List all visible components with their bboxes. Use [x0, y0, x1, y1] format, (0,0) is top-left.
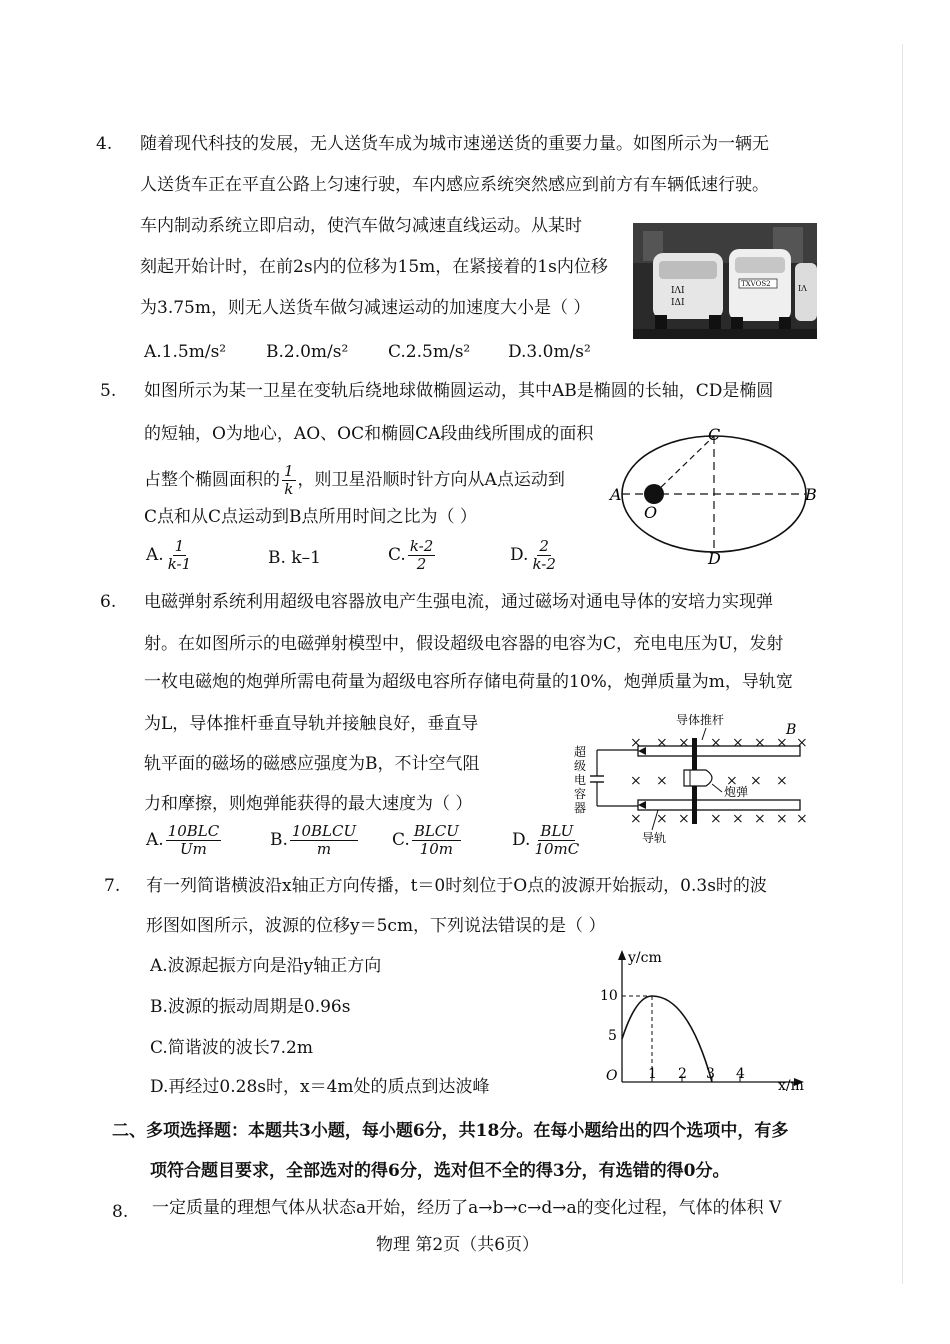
earth-dot: [644, 484, 664, 504]
svg-text:×: ×: [776, 735, 788, 751]
capacitor-label: [574, 744, 586, 815]
q8-number: 8.: [112, 1202, 129, 1222]
plate-text: TXVOS2: [741, 280, 771, 288]
q5-option-a: A. $\frac{1}{k-1}$: [146, 537, 192, 573]
q4-option-b: B.2.0m/s²: [266, 342, 349, 362]
svg-text:×: ×: [630, 773, 642, 789]
lower-rail: [638, 800, 800, 810]
svg-text:超: 超: [574, 745, 587, 759]
q5-line-3: 占整个椭圆面积的 $\frac{1}{k}$ ，则卫星沿顺时针方向从A点运动到: [144, 462, 565, 498]
x-axis-label: x/m: [778, 1078, 804, 1094]
svg-text:×: ×: [710, 811, 722, 827]
svg-text:×: ×: [710, 735, 722, 751]
svg-text:×: ×: [656, 811, 668, 827]
q4-line-5: 为3.75m，则无人送货车做匀减速运动的加速度大小是（ ）: [140, 298, 591, 318]
wave-graph: [598, 942, 812, 1094]
q6-option-a: A. $\frac{\text{10BLC}}{Um}$: [146, 822, 220, 858]
q4-option-d: D.3.0m/s²: [508, 342, 591, 362]
q6-line-3: 一枚电磁炮的炮弹所需电荷量为超级电容所存储电荷量的10%，炮弹质量为m，导轨宽: [144, 672, 793, 692]
q4-number: 4.: [96, 134, 113, 154]
q4-line-3: 车内制动系统立即启动，使汽车做匀减速直线运动。从某时: [140, 216, 582, 236]
label-a: A: [610, 485, 622, 504]
q4-option-c: C.2.5m/s²: [388, 342, 471, 362]
orbit-ellipse-diagram: [606, 424, 820, 570]
q6-line-5: 轨平面的磁场的磁感应强度为B，不计空气阻: [144, 754, 480, 774]
origin-label: O: [606, 1068, 618, 1084]
label-b: B: [805, 485, 817, 504]
svg-text:×: ×: [726, 773, 738, 789]
q7-option-b: B.波源的振动周期是0.96s: [150, 997, 351, 1017]
q5-line-1: 如图所示为某一卫星在变轨后绕地球做椭圆运动，其中AB是椭圆的长轴，CD是椭圆: [144, 381, 774, 401]
label-c: C: [708, 425, 721, 444]
svg-text:×: ×: [732, 735, 744, 751]
page-footer: 物理 第2页（共6页）: [376, 1235, 540, 1255]
svg-text:×: ×: [656, 735, 668, 751]
svg-text:×: ×: [796, 811, 808, 827]
q4-line-2: 人送货车正在平直公路上匀速行驶，车内感应系统突然感应到前方有车辆低速行驶。: [140, 175, 769, 195]
q5-fraction: $\frac{1}{k}$: [284, 462, 294, 498]
q7-line-1: 有一列简谐横波沿x轴正方向传播，t＝0时刻位于O点的波源开始振动，0.3s时的波: [146, 876, 767, 896]
svg-text:×: ×: [656, 773, 668, 789]
q4-line-4: 刻起开始计时，在前2s内的位移为15m，在紧接着的1s内位移: [140, 257, 608, 277]
q5-line-2: 的短轴，O为地心，AO、OC和椭圆CA段曲线所围成的面积: [144, 424, 594, 444]
label-d: D: [708, 549, 721, 568]
q6-line-6: 力和摩擦，则炮弹能获得的最大速度为（ ）: [144, 794, 473, 814]
q5-option-d: D. $\frac{2}{k-2}$: [510, 537, 556, 573]
y-axis-label: y/cm: [628, 950, 662, 966]
svg-text:×: ×: [754, 735, 766, 751]
q6-option-b: B. $\frac{\text{10BLCU}}{m}$: [270, 822, 357, 858]
q4-line-1: 随着现代科技的发展，无人送货车成为城市速递送货的重要力量。如图所示为一辆无: [140, 134, 769, 154]
svg-text:×: ×: [796, 735, 808, 751]
svg-text:×: ×: [750, 773, 762, 789]
y-tick-10: 10: [600, 988, 618, 1004]
wave-curve: [622, 996, 712, 1082]
svg-text:容: 容: [574, 787, 587, 801]
svg-text:器: 器: [574, 801, 587, 815]
q5-option-b: B. k–1: [268, 548, 321, 568]
svg-text:×: ×: [678, 735, 690, 751]
q5-option-c: C. $\frac{k-2}{2}$: [388, 537, 434, 573]
label-rod: 导体推杆: [676, 713, 725, 727]
page-edge-line: [902, 44, 903, 1284]
svg-text:×: ×: [776, 773, 788, 789]
x-tick-2: 2: [678, 1066, 687, 1082]
q8-line-1: 一定质量的理想气体从状态a开始，经历了a→b→c→d→a的变化过程，气体的体积 V: [152, 1198, 782, 1218]
svg-text:×: ×: [776, 811, 788, 827]
q6-option-d: D. $\frac{\text{BLU}}{10mC}$: [512, 822, 580, 858]
x-tick-3: 3: [706, 1066, 715, 1082]
q7-option-d: D.再经过0.28s时，x＝4m处的质点到达波峰: [150, 1077, 490, 1097]
q7-line-2: 形图如图所示，波源的位移y＝5cm，下列说法错误的是（ ）: [146, 916, 606, 936]
q7-number: 7.: [104, 876, 121, 896]
svg-text:×: ×: [678, 811, 690, 827]
projectile-shell: [684, 770, 712, 786]
svg-text:电: 电: [574, 773, 587, 787]
q7-option-a: A.波源起振方向是沿y轴正方向: [150, 956, 382, 976]
railgun-diagram: [568, 710, 814, 850]
svg-text:级: 级: [574, 759, 587, 773]
label-field-b: B: [786, 722, 797, 738]
svg-text:ΙΛΙ: ΙΛΙ: [671, 286, 685, 296]
label-o: O: [644, 503, 658, 522]
y-tick-5: 5: [608, 1028, 617, 1044]
delivery-vehicle-photo: [633, 223, 817, 339]
line-oc: [654, 436, 714, 494]
svg-text:ΙΔΙ: ΙΔΙ: [671, 298, 685, 308]
section-2-heading-line-2: 项符合题目要求，全部选对的得6分，选对但不全的得3分，有选错的得0分。: [150, 1161, 730, 1181]
q5-line-4: C点和从C点运动到B点所用时间之比为（ ）: [144, 507, 477, 527]
section-2-heading-line-1: 二、多项选择题：本题共3小题，每小题6分，共18分。在每小题给出的四个选项中，有多: [112, 1121, 789, 1141]
x-tick-1: 1: [648, 1066, 657, 1082]
label-shell: 炮弹: [724, 785, 749, 799]
q6-option-c: C. $\frac{\text{BLCU}}{10m}$: [392, 822, 459, 858]
x-tick-4: 4: [736, 1066, 745, 1082]
svg-text:×: ×: [630, 735, 642, 751]
svg-text:×: ×: [754, 811, 766, 827]
svg-text:×: ×: [732, 811, 744, 827]
q7-option-c: C.简谐波的波长7.2m: [150, 1038, 313, 1058]
svg-text:ΙΛ: ΙΛ: [798, 284, 807, 293]
q6-number: 6.: [100, 592, 117, 612]
svg-text:×: ×: [630, 811, 642, 827]
q6-line-1: 电磁弹射系统利用超级电容器放电产生强电流，通过磁场对通电导体的安培力实现弹: [144, 592, 773, 612]
q6-line-2: 射。在如图所示的电磁弹射模型中，假设超级电容器的电容为C，充电电压为U，发射: [144, 634, 784, 654]
q6-line-4: 为L，导体推杆垂直导轨并接触良好，垂直导: [144, 714, 479, 734]
q4-option-a: A.1.5m/s²: [144, 342, 227, 362]
q5-number: 5.: [100, 381, 117, 401]
label-rail: 导轨: [642, 831, 667, 845]
